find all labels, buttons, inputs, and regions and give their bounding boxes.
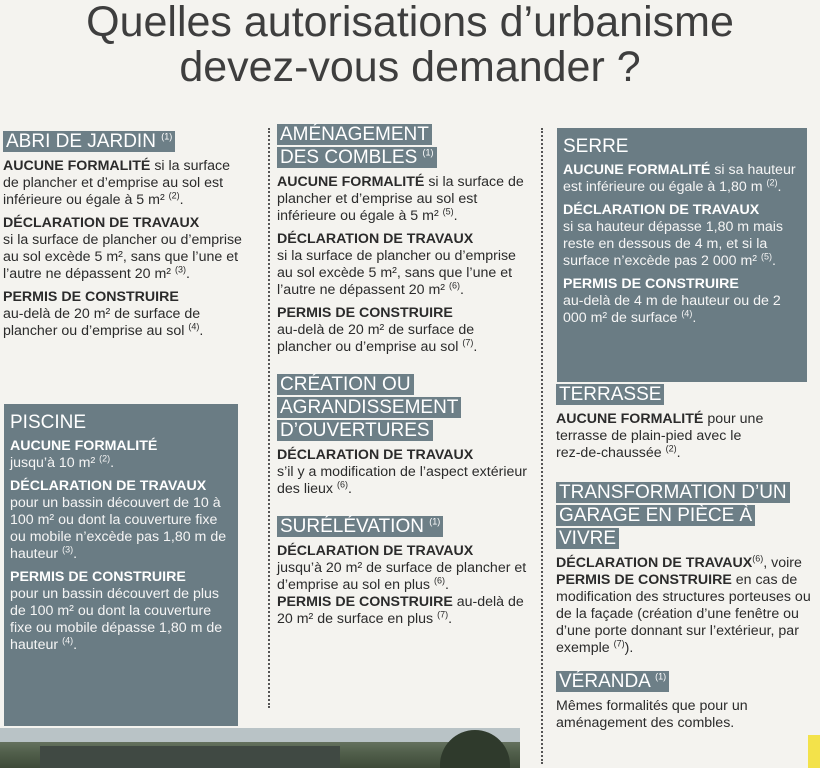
column-right — [556, 384, 818, 738]
page-title — [0, 0, 820, 90]
paragraph: AUCUNE FORMALITÉ si sa hauteur est inférieure ou égale à 1,80 m $^{(2)}$. — [563, 162, 796, 195]
paragraph: DÉCLARATION DE TRAVAUX si la surface de plancher ou d’emprise au sol excède 5 m², sans que l’une et l’autre ne dépassent 20 m² $^{(3)}$. — [3, 215, 242, 282]
section-surelevation — [277, 516, 527, 628]
paragraph: AUCUNE FORMALITÉ jusqu’à 10 m² $^{(2)}$. — [10, 438, 158, 471]
section-heading: ABRI DE JARDIN $^{(1)}$ — [3, 131, 175, 152]
section-terrasse — [556, 384, 818, 462]
paragraph: DÉCLARATION DE TRAVAUX pour un bassin découvert de 10 à 100 m² ou dont la couverture fixe ou mobile n’excède pas 1,80 m de hauteur $^{(3)}$. — [10, 478, 227, 562]
section-heading: SURÉLÉVATION $^{(1)}$ — [277, 516, 443, 537]
photo-sky — [0, 728, 520, 742]
section-heading: VÉRANDA $^{(1)}$ — [556, 671, 669, 692]
paragraph: Mêmes formalités que pour un aménagement des combles. — [556, 698, 748, 731]
section-heading: PISCINE — [10, 412, 87, 433]
paragraph: DÉCLARATION DE TRAVAUX$^{(6)}$, voire PERMIS DE CONSTRUIRE en cas de modification des structures porteuses ou de la façade (création d’une fenêtre ou d’une porte donnant sur l’extérieur, par exemple $^{(7)}$). — [556, 553, 811, 656]
paragraph: PERMIS DE CONSTRUIRE au-delà de 20 m² de surface de plancher ou d’emprise au sol $^{(4)}$. — [3, 289, 204, 339]
section-combles — [277, 124, 527, 356]
paragraph: AUCUNE FORMALITÉ pour une terrasse de plain-pied avec le rez-de-chaussée $^{(2)}$. — [556, 411, 764, 461]
section-piscine — [4, 404, 238, 726]
paragraph: PERMIS DE CONSTRUIRE au-delà de 4 m de hauteur ou de 2 000 m² de surface $^{(4)}$. — [563, 276, 781, 326]
column-middle — [277, 124, 527, 634]
paragraph: DÉCLARATION DE TRAVAUX jusqu’à 20 m² de surface de plancher et d’emprise au sol en plus $^{(6)}$. PERMIS DE CONSTRUIRE au-delà de 20 m² de surface en plus $^{(7)}$. — [277, 543, 527, 627]
section-heading: CRÉATION OU AGRANDISSEMENT D’OUVERTURES — [277, 374, 461, 441]
section-serre — [557, 128, 807, 382]
section-heading: TRANSFORMATION D’UN GARAGE EN PIÈCE À VIVRE — [556, 482, 790, 549]
section-garage — [556, 482, 818, 657]
section-heading: AMÉNAGEMENT DES COMBLES $^{(1)}$ — [277, 124, 437, 168]
title-line-1: Quelles autorisations d’urbanisme — [86, 0, 734, 46]
section-ouvertures — [277, 374, 527, 498]
house-photo — [0, 728, 520, 768]
paragraph: DÉCLARATION DE TRAVAUX si la surface de plancher ou d’emprise au sol excède 5 m², sans que l’une et l’autre ne dépassent 20 m² $^{(6)}$. — [277, 231, 516, 298]
paragraph: AUCUNE FORMALITÉ si la surface de plancher et d’emprise au sol est inférieure ou égale à 5 m² $^{(2)}$. — [3, 158, 231, 208]
paragraph: PERMIS DE CONSTRUIRE au-delà de 20 m² de surface de plancher ou d’emprise au sol $^{(7)}$. — [277, 305, 478, 355]
paragraph: DÉCLARATION DE TRAVAUX si sa hauteur dépasse 1,80 m mais reste en dessous de 4 m, et si la surface n’excède pas 2 000 m² $^{(5)}$. — [563, 202, 784, 269]
section-abri — [3, 131, 249, 340]
column-divider — [268, 128, 270, 708]
photo-roof — [40, 746, 340, 768]
column-divider — [541, 128, 543, 764]
paragraph: DÉCLARATION DE TRAVAUX s’il y a modification de l’aspect extérieur des lieux $^{(6)}$. — [277, 447, 527, 497]
paragraph: PERMIS DE CONSTRUIRE pour un bassin découvert de plus de 100 m² ou dont la couverture fixe ou mobile dépasse 1,80 m de hauteur $^{(4)}$. — [10, 569, 223, 653]
section-veranda — [556, 671, 818, 732]
yellow-page-edge — [808, 735, 820, 768]
section-heading: TERRASSE — [556, 384, 664, 405]
section-heading: SERRE — [563, 136, 629, 157]
column-left — [3, 131, 249, 346]
paragraph: AUCUNE FORMALITÉ si la surface de plancher et d’emprise au sol est inférieure ou égale à 5 m² $^{(5)}$. — [277, 174, 524, 224]
title-line-2: devez-vous demander ? — [179, 43, 641, 91]
